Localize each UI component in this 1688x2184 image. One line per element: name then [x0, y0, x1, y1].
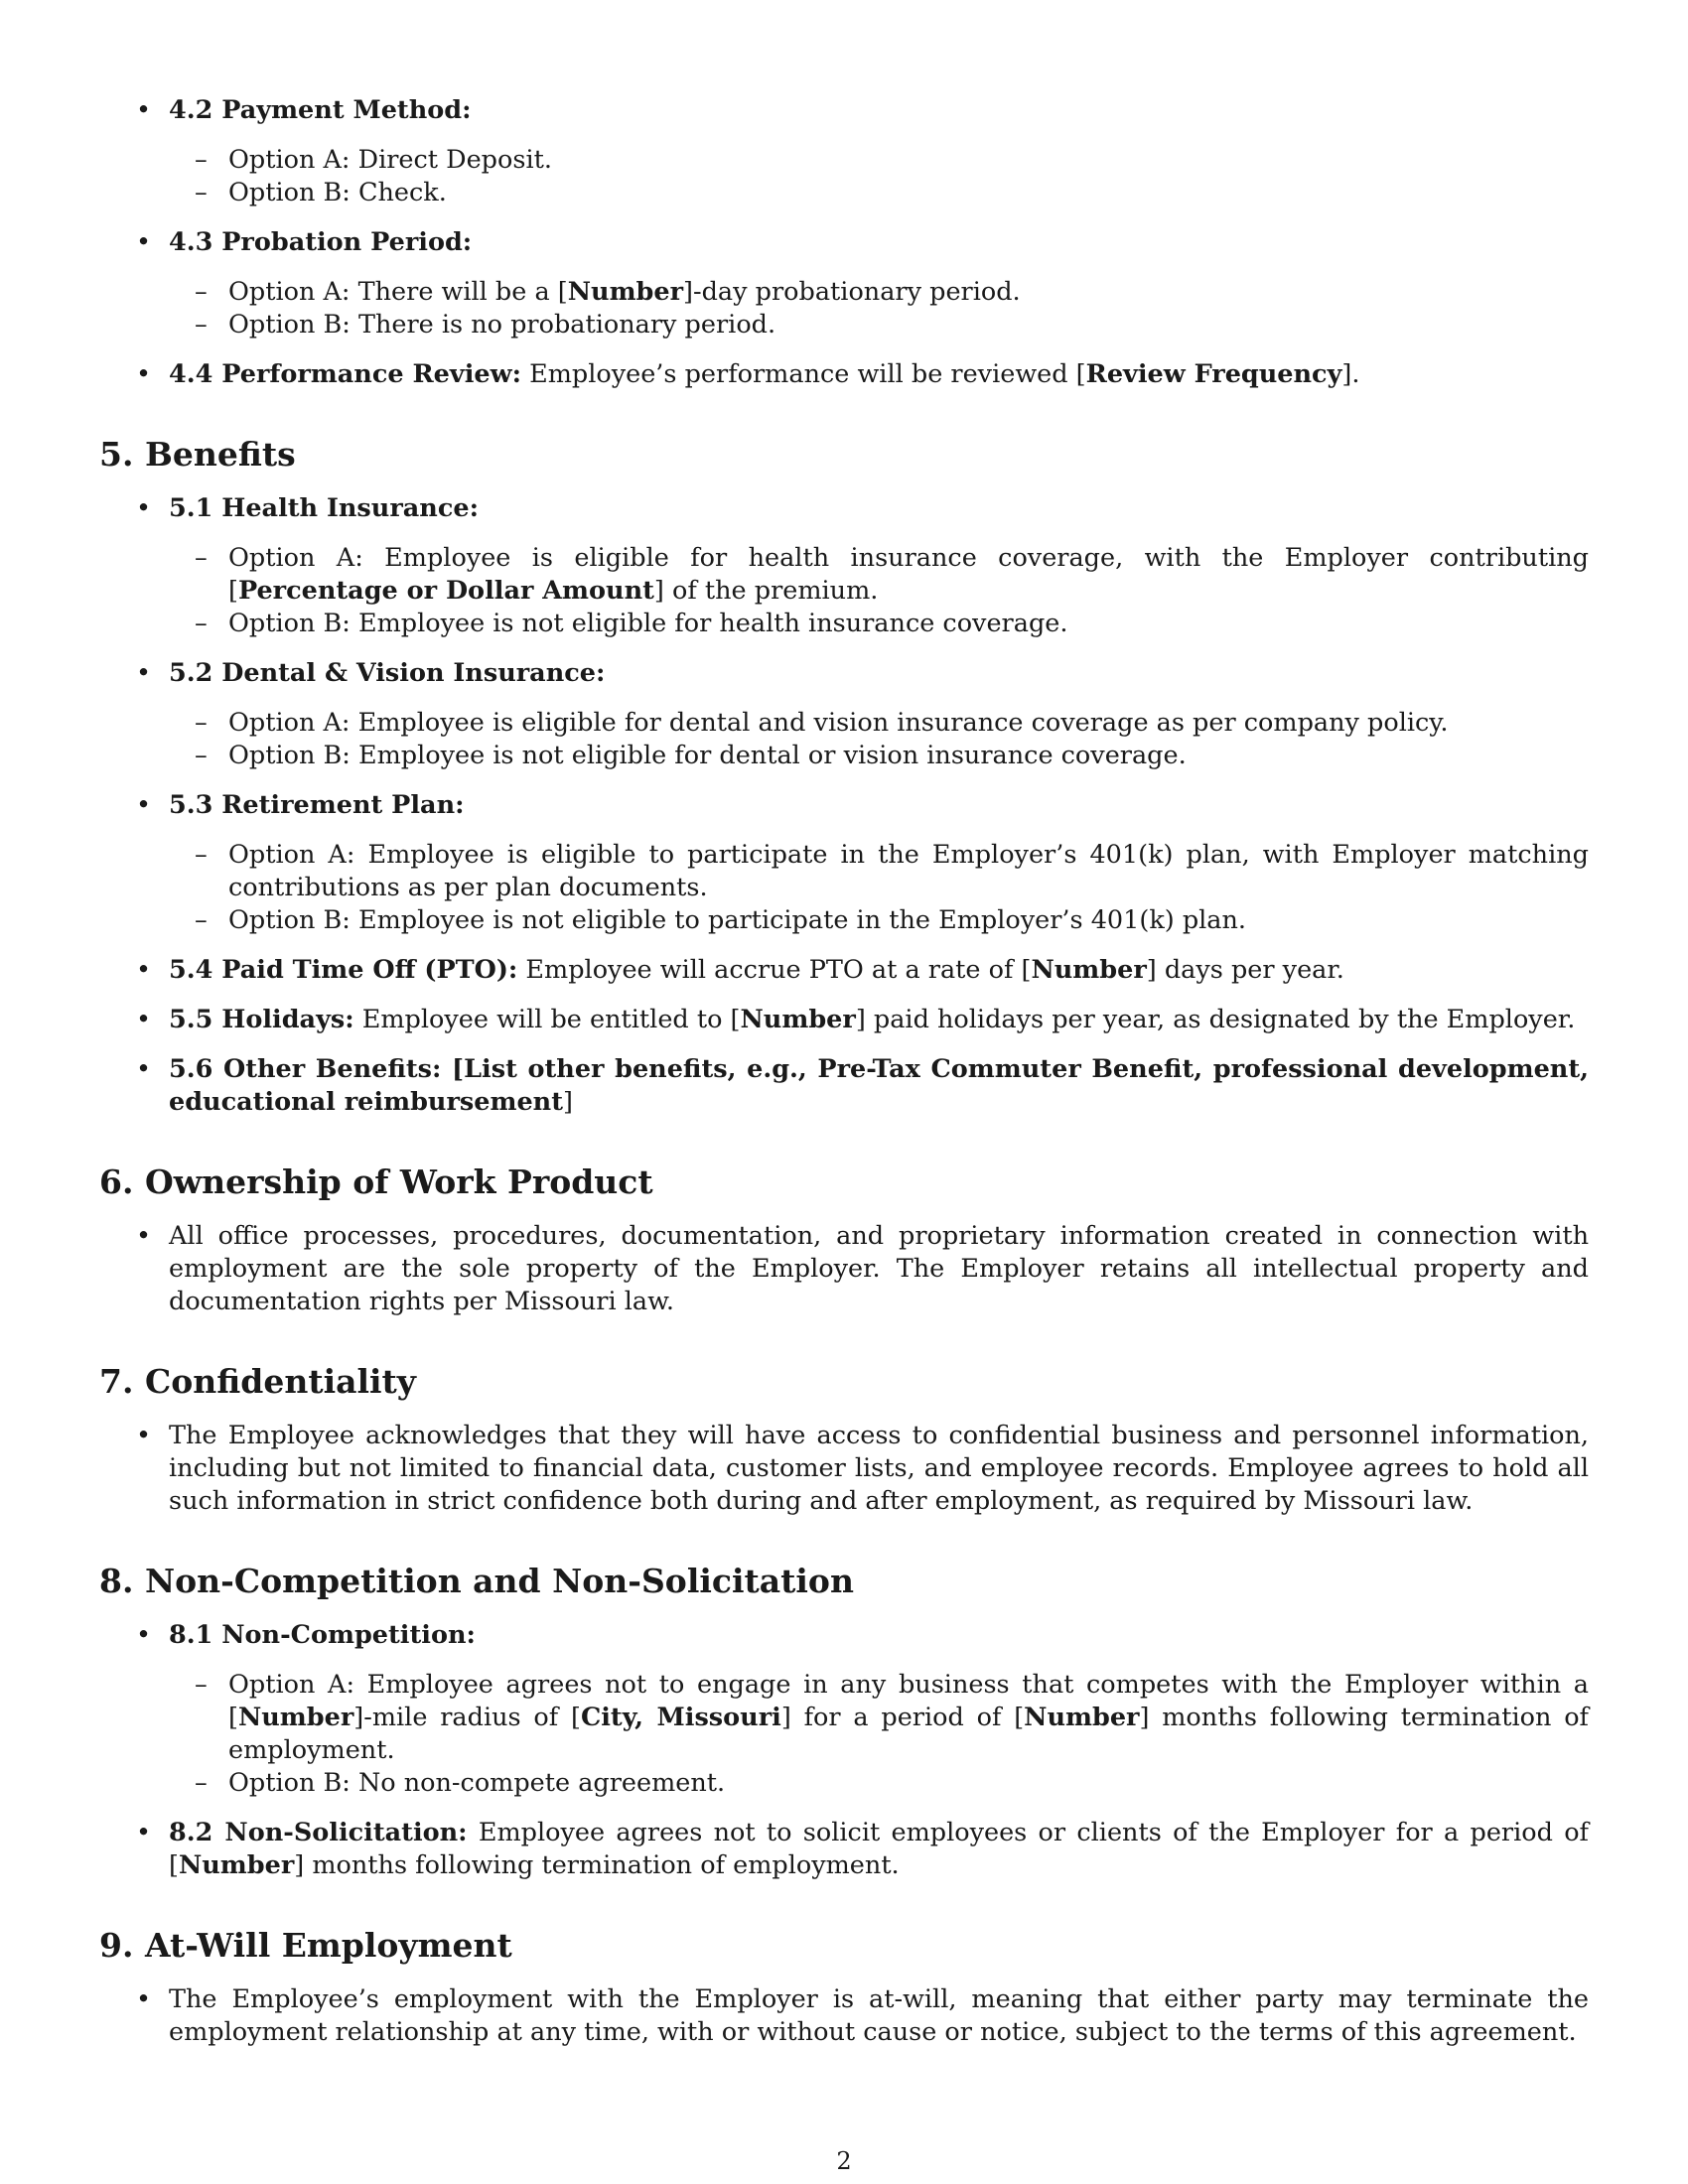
- placeholder-number: Number: [740, 1005, 856, 1034]
- clause-5-1: [99, 492, 1589, 640]
- option-b: – Option B: Check.: [169, 177, 1589, 209]
- text: ]-day probationary period.: [683, 277, 1021, 307]
- clause-5-4: [99, 954, 1589, 987]
- clause-8-2: [99, 1817, 1589, 1882]
- section-title: Benefits: [145, 435, 296, 474]
- options-list: [169, 144, 1589, 209]
- text: Option A: Employee agrees not to engage in any business that competes with the Employer within a [: [228, 1670, 1589, 1732]
- clause-label: 4.2 Payment Method:: [169, 95, 472, 125]
- placeholder-review-frequency: Review Frequency: [1085, 359, 1342, 389]
- placeholder-number: Number: [1031, 955, 1147, 985]
- text: Option A: Employee is eligible for health insurance coverage, with the Employer contributing [: [228, 543, 1589, 606]
- text: Employee will accrue PTO at a rate of [: [517, 955, 1032, 985]
- text: ] of the premium.: [653, 576, 879, 606]
- text: ] days per year.: [1146, 955, 1344, 985]
- clause-8-1: [99, 1619, 1589, 1800]
- text: ]-mile radius of [: [353, 1703, 581, 1732]
- text: Employee will be entitled to [: [353, 1005, 741, 1034]
- option-b: – Option B: Employee is not eligible for health insurance coverage.: [169, 608, 1589, 640]
- section-7-list: [99, 1420, 1589, 1518]
- text: ] paid holidays per year, as designated by the Employer.: [855, 1005, 1576, 1034]
- clause-label: 5.6 Other Benefits:: [169, 1054, 442, 1084]
- section-7-heading: [99, 1362, 1589, 1402]
- options-list: [169, 542, 1589, 640]
- clause-5-5: [99, 1004, 1589, 1036]
- option-a: [169, 276, 1589, 309]
- text: ] months following termination of employment.: [294, 1850, 900, 1880]
- placeholder-number: Number: [178, 1850, 295, 1880]
- section-number: 8.: [99, 1562, 134, 1600]
- option-a: [169, 542, 1589, 608]
- section-6-list: [99, 1220, 1589, 1318]
- text: ] months following termination of employment.: [228, 1703, 1589, 1765]
- placeholder-city: City, Missouri: [580, 1703, 781, 1732]
- options-list: [169, 1669, 1589, 1800]
- text: ]: [562, 1087, 573, 1117]
- placeholder-amount: Percentage or Dollar Amount: [237, 576, 654, 606]
- clause-4-4: [99, 358, 1589, 391]
- section-5-heading: [99, 435, 1589, 475]
- option-a: – Option A: Employee is eligible for dental and vision insurance coverage as per company policy.: [169, 707, 1589, 740]
- section-title: Confidentiality: [145, 1362, 416, 1401]
- clause-5-2: [99, 657, 1589, 772]
- text: ].: [1341, 359, 1360, 389]
- options-list: [169, 839, 1589, 937]
- clause-label: 5.1 Health Insurance:: [169, 493, 479, 523]
- clause-5-3: [99, 789, 1589, 937]
- section-title: At-Will Employment: [145, 1926, 512, 1965]
- clause-label: 8.2 Non-Solicitation:: [169, 1818, 468, 1847]
- option-a: – Option A: Direct Deposit.: [169, 144, 1589, 177]
- option-b: – Option B: Employee is not eligible for dental or vision insurance coverage.: [169, 740, 1589, 772]
- options-list: [169, 707, 1589, 772]
- text: Option A: There will be a [: [228, 277, 568, 307]
- options-list: [169, 276, 1589, 341]
- section-number: 7.: [99, 1362, 134, 1401]
- option-b: – Option B: Employee is not eligible to participate in the Employer’s 401(k) plan.: [169, 904, 1589, 937]
- document-page: [99, 94, 1589, 2066]
- section-9-heading: [99, 1926, 1589, 1966]
- section-5-list: [99, 492, 1589, 1119]
- text: Employee agrees not to solicit employees or clients of the Employer for a period of [: [169, 1818, 1589, 1880]
- placeholder-number: Number: [237, 1703, 354, 1732]
- text: Employee’s performance will be reviewed [: [520, 359, 1086, 389]
- placeholder-other-benefits: [List other benefits, e.g., Pre-Tax Commuter Benefit, professional development, educational reimbursement: [169, 1054, 1590, 1117]
- section-number: 9.: [99, 1926, 134, 1965]
- section-number: 5.: [99, 435, 134, 474]
- section-6-heading: [99, 1162, 1589, 1202]
- option-a: [169, 1669, 1589, 1767]
- clause-label: 5.3 Retirement Plan:: [169, 790, 465, 820]
- page-number: 2: [836, 2147, 852, 2175]
- section-number: 6.: [99, 1162, 134, 1201]
- section-9-list: [99, 1983, 1589, 2049]
- text: ] for a period of [: [780, 1703, 1025, 1732]
- option-b: – Option B: No non-compete agreement.: [169, 1767, 1589, 1800]
- clause-label: 5.2 Dental & Vision Insurance:: [169, 658, 606, 688]
- clause-label: 4.3 Probation Period:: [169, 227, 473, 257]
- section-6-text: • All office processes, procedures, documentation, and proprietary information created in connection with employment are the sole property of the Employer. The Employer retains all intellectual property and documentation rights per Missouri law.: [99, 1220, 1589, 1318]
- section-title: Ownership of Work Product: [145, 1162, 653, 1201]
- clause-4-2: [99, 94, 1589, 209]
- section-8-heading: [99, 1562, 1589, 1601]
- clause-label: 4.4 Performance Review:: [169, 359, 521, 389]
- placeholder-number: Number: [1024, 1703, 1140, 1732]
- section-8-list: [99, 1619, 1589, 1882]
- section-7-text: • The Employee acknowledges that they will have access to confidential business and personnel information, including but not limited to financial data, customer lists, and employee records. Employee agrees to hold all such information in strict confidence both during and after employment, as required by Missouri law.: [99, 1420, 1589, 1518]
- section-4-list: [99, 94, 1589, 391]
- section-title: Non-Competition and Non-Solicitation: [145, 1562, 854, 1600]
- clause-label: 8.1 Non-Competition:: [169, 1620, 476, 1650]
- placeholder-number: Number: [567, 277, 684, 307]
- clause-5-6: [99, 1053, 1589, 1119]
- option-b: – Option B: There is no probationary period.: [169, 309, 1589, 341]
- clause-label: 5.4 Paid Time Off (PTO):: [169, 955, 518, 985]
- option-a: – Option A: Employee is eligible to participate in the Employer’s 401(k) plan, with Employer matching contributions as per plan documents.: [169, 839, 1589, 904]
- section-9-text: • The Employee’s employment with the Employer is at-will, meaning that either party may terminate the employment relationship at any time, with or without cause or notice, subject to the terms of this agreement.: [99, 1983, 1589, 2049]
- clause-4-3: [99, 226, 1589, 341]
- clause-label: 5.5 Holidays:: [169, 1005, 354, 1034]
